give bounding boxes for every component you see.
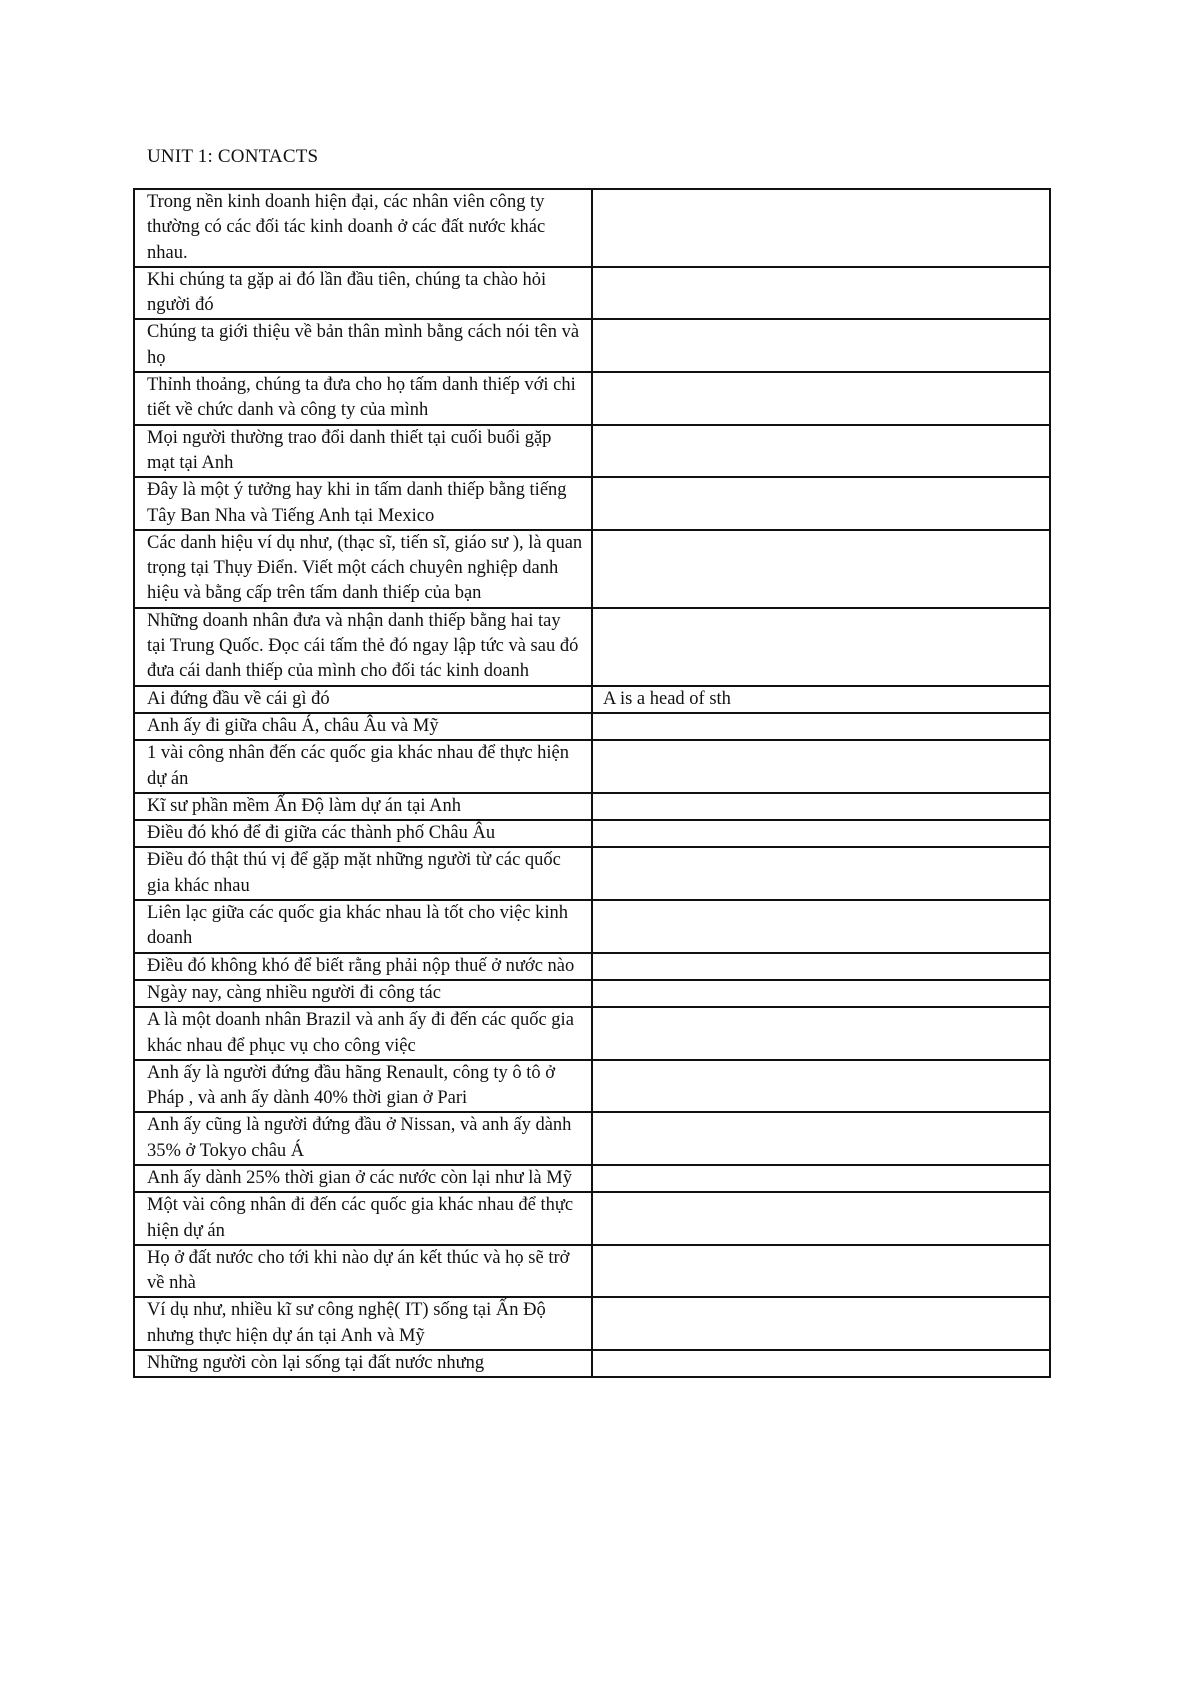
english-translation-cell xyxy=(592,1350,1050,1377)
english-translation-cell xyxy=(592,477,1050,530)
vietnamese-sentence-cell: Khi chúng ta gặp ai đó lần đầu tiên, chúng ta chào hỏi người đó xyxy=(134,267,592,320)
vietnamese-sentence-cell: 1 vài công nhân đến các quốc gia khác nhau để thực hiện dự án xyxy=(134,740,592,793)
vietnamese-sentence-cell: Điều đó thật thú vị để gặp mặt những người từ các quốc gia khác nhau xyxy=(134,847,592,900)
english-translation-cell xyxy=(592,372,1050,425)
vietnamese-sentence-cell: Anh ấy là người đứng đầu hãng Renault, công ty ô tô ở Pháp , và anh ấy dành 40% thời gian ở Pari xyxy=(134,1060,592,1113)
vietnamese-sentence-cell: Đây là một ý tưởng hay khi in tấm danh thiếp bằng tiếng Tây Ban Nha và Tiếng Anh tại Mexico xyxy=(134,477,592,530)
english-translation-cell: A is a head of sth xyxy=(592,686,1050,713)
english-translation-cell xyxy=(592,820,1050,847)
english-translation-cell xyxy=(592,530,1050,608)
english-translation-cell xyxy=(592,1297,1050,1350)
vietnamese-sentence-cell: Anh ấy dành 25% thời gian ở các nước còn lại như là Mỹ xyxy=(134,1165,592,1192)
vietnamese-sentence-cell: Họ ở đất nước cho tới khi nào dự án kết thúc và họ sẽ trở về nhà xyxy=(134,1245,592,1298)
vocabulary-table-body xyxy=(134,189,1050,1377)
english-translation-cell xyxy=(592,319,1050,372)
english-translation-cell xyxy=(592,740,1050,793)
table-row xyxy=(134,1297,1050,1350)
table-row xyxy=(134,608,1050,686)
table-row xyxy=(134,267,1050,320)
table-row xyxy=(134,980,1050,1007)
table-row xyxy=(134,1112,1050,1165)
table-row xyxy=(134,793,1050,820)
english-translation-cell xyxy=(592,189,1050,267)
english-translation-cell xyxy=(592,1192,1050,1245)
vocabulary-table xyxy=(133,188,1051,1378)
table-row xyxy=(134,530,1050,608)
table-row xyxy=(134,1060,1050,1113)
vietnamese-sentence-cell: Những người còn lại sống tại đất nước nhưng xyxy=(134,1350,592,1377)
table-row xyxy=(134,1350,1050,1377)
table-row xyxy=(134,900,1050,953)
table-row xyxy=(134,1007,1050,1060)
vocabulary-table-container xyxy=(133,188,1049,1378)
table-row xyxy=(134,1245,1050,1298)
vietnamese-sentence-cell: Anh ấy cũng là người đứng đầu ở Nissan, và anh ấy dành 35% ở Tokyo châu Á xyxy=(134,1112,592,1165)
english-translation-cell xyxy=(592,953,1050,980)
vietnamese-sentence-cell: Anh ấy đi giữa châu Á, châu Âu và Mỹ xyxy=(134,713,592,740)
table-row xyxy=(134,820,1050,847)
vietnamese-sentence-cell: Mọi người thường trao đổi danh thiết tại cuối buổi gặp mạt tại Anh xyxy=(134,425,592,478)
english-translation-cell xyxy=(592,847,1050,900)
vietnamese-sentence-cell: Ai đứng đầu về cái gì đó xyxy=(134,686,592,713)
table-row xyxy=(134,425,1050,478)
table-row xyxy=(134,1165,1050,1192)
table-row xyxy=(134,189,1050,267)
page-title: UNIT 1: CONTACTS xyxy=(147,146,319,167)
english-translation-cell xyxy=(592,900,1050,953)
vietnamese-sentence-cell: A là một doanh nhân Brazil và anh ấy đi đến các quốc gia khác nhau để phục vụ cho công việc xyxy=(134,1007,592,1060)
english-translation-cell xyxy=(592,1060,1050,1113)
english-translation-cell xyxy=(592,713,1050,740)
english-translation-cell xyxy=(592,1007,1050,1060)
table-row xyxy=(134,1192,1050,1245)
table-row xyxy=(134,686,1050,713)
vietnamese-sentence-cell: Thỉnh thoảng, chúng ta đưa cho họ tấm danh thiếp với chi tiết về chức danh và công ty của mình xyxy=(134,372,592,425)
table-row xyxy=(134,953,1050,980)
vietnamese-sentence-cell: Ví dụ như, nhiều kĩ sư công nghệ( IT) sống tại Ấn Độ nhưng thực hiện dự án tại Anh và Mỹ xyxy=(134,1297,592,1350)
vietnamese-sentence-cell: Điều đó khó để đi giữa các thành phố Châu Âu xyxy=(134,820,592,847)
vietnamese-sentence-cell: Liên lạc giữa các quốc gia khác nhau là tốt cho việc kinh doanh xyxy=(134,900,592,953)
english-translation-cell xyxy=(592,793,1050,820)
english-translation-cell xyxy=(592,1112,1050,1165)
table-row xyxy=(134,477,1050,530)
vietnamese-sentence-cell: Ngày nay, càng nhiều người đi công tác xyxy=(134,980,592,1007)
table-row xyxy=(134,713,1050,740)
table-row xyxy=(134,319,1050,372)
english-translation-cell xyxy=(592,267,1050,320)
vietnamese-sentence-cell: Trong nền kinh doanh hiện đại, các nhân viên công ty thường có các đối tác kinh doanh ở các đất nước khác nhau. xyxy=(134,189,592,267)
english-translation-cell xyxy=(592,1245,1050,1298)
vietnamese-sentence-cell: Một vài công nhân đi đến các quốc gia khác nhau để thực hiện dự án xyxy=(134,1192,592,1245)
vietnamese-sentence-cell: Những doanh nhân đưa và nhận danh thiếp bằng hai tay tại Trung Quốc. Đọc cái tấm thẻ đó ngay lập tức và sau đó đưa cái danh thiếp của mình cho đối tác kinh doanh xyxy=(134,608,592,686)
english-translation-cell xyxy=(592,1165,1050,1192)
english-translation-cell xyxy=(592,425,1050,478)
table-row xyxy=(134,847,1050,900)
vietnamese-sentence-cell: Kĩ sư phần mềm Ấn Độ làm dự án tại Anh xyxy=(134,793,592,820)
vietnamese-sentence-cell: Các danh hiệu ví dụ như, (thạc sĩ, tiến sĩ, giáo sư ), là quan trọng tại Thụy Điển. Viết một cách chuyên nghiệp danh hiệu và bằng cấp trên tấm danh thiếp của bạn xyxy=(134,530,592,608)
table-row xyxy=(134,740,1050,793)
english-translation-cell xyxy=(592,608,1050,686)
vietnamese-sentence-cell: Chúng ta giới thiệu về bản thân mình bằng cách nói tên và họ xyxy=(134,319,592,372)
vietnamese-sentence-cell: Điều đó không khó để biết rằng phải nộp thuế ở nước nào xyxy=(134,953,592,980)
table-row xyxy=(134,372,1050,425)
english-translation-cell xyxy=(592,980,1050,1007)
